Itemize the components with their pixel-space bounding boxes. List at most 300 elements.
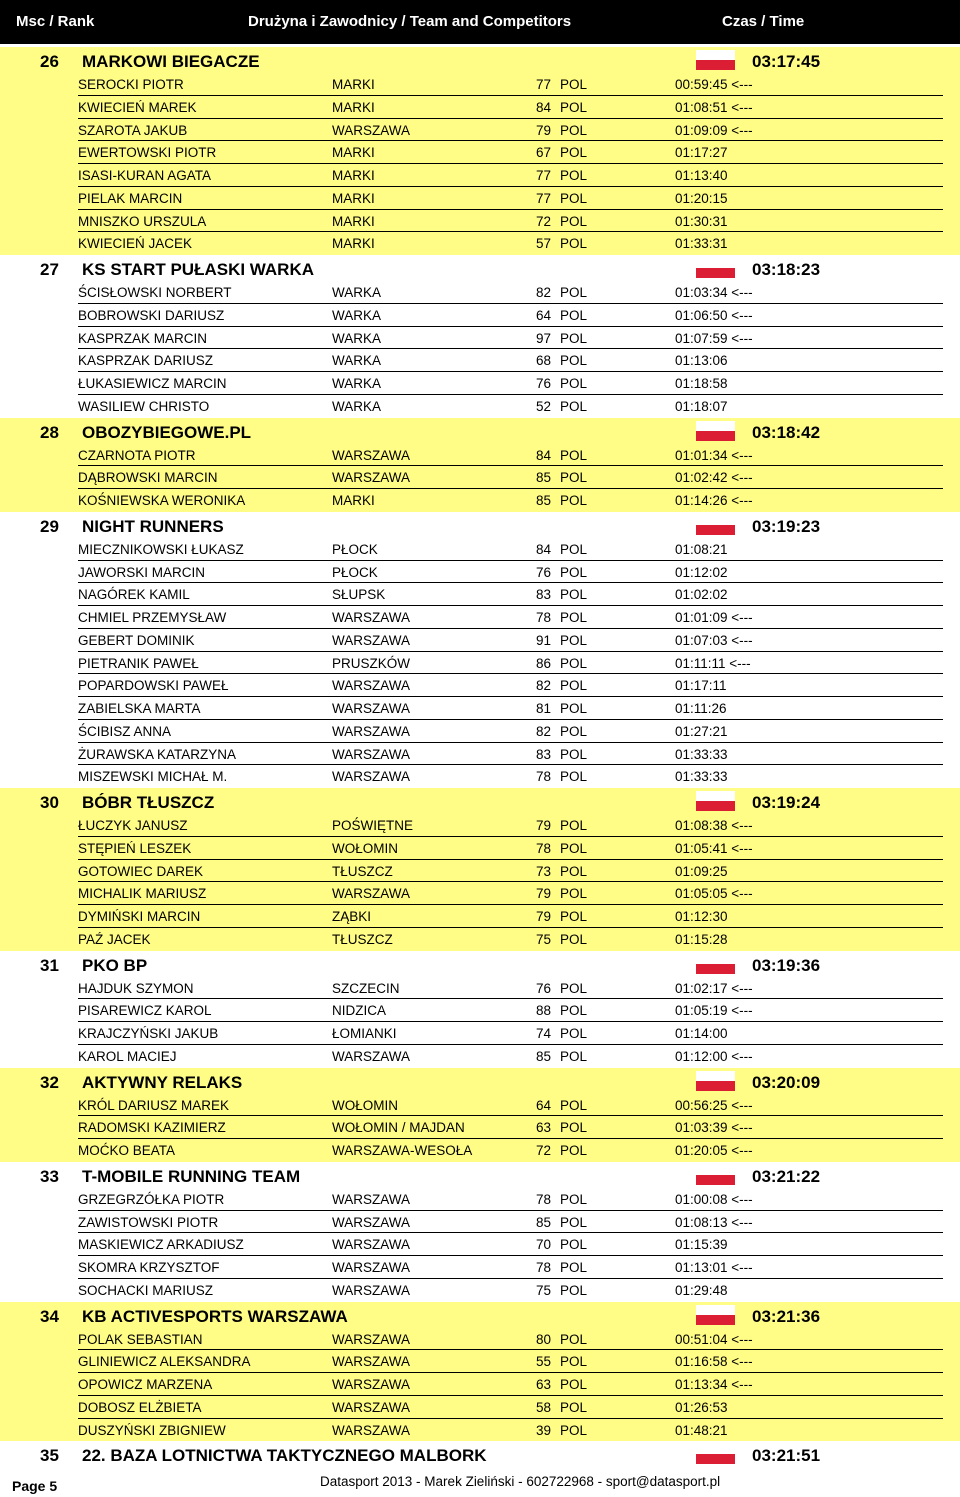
competitor-city: WARSZAWA	[332, 1214, 410, 1230]
competitor-name: GRZEGRZÓŁKA PIOTR	[78, 1191, 225, 1207]
competitor-time: 01:16:58 <---	[675, 1354, 753, 1370]
competitor-time: 01:06:50 <---	[675, 307, 753, 323]
competitor-row	[0, 1045, 960, 1068]
competitor-time: 01:00:08 <---	[675, 1191, 753, 1207]
team-rank: 34	[40, 1306, 59, 1326]
competitor-name: POLAK SEBASTIAN	[78, 1331, 203, 1347]
results-header	[0, 0, 960, 44]
competitor-birth-year: 70	[536, 1237, 552, 1253]
competitor-row	[78, 1328, 943, 1351]
competitor-name: ŁUKASIEWICZ MARCIN	[78, 376, 227, 391]
competitor-birth-year: 78	[536, 610, 552, 625]
competitor-birth-year: 76	[536, 564, 552, 580]
team-name: T-MOBILE RUNNING TEAM	[82, 1166, 301, 1186]
competitor-city: PRUSZKÓW	[332, 655, 411, 671]
competitor-city: WARSZAWA	[332, 1260, 410, 1275]
competitor-city: WARKA	[332, 307, 382, 323]
competitor-nationality: POL	[560, 213, 588, 229]
competitor-nationality: POL	[560, 632, 588, 648]
competitor-time: 01:27:21	[675, 723, 728, 739]
competitor-row	[78, 1022, 943, 1045]
team-rank: 26	[40, 52, 59, 71]
team-time: 03:19:36	[752, 955, 821, 975]
competitor-time: 01:12:02	[675, 564, 728, 580]
competitor-nationality: POL	[560, 886, 588, 902]
competitor-nationality: POL	[560, 541, 588, 557]
competitor-birth-year: 85	[536, 493, 552, 508]
competitor-name: CZARNOTA PIOTR	[78, 447, 196, 463]
competitor-row	[78, 837, 943, 860]
competitor-row	[78, 977, 943, 1000]
competitor-birth-year: 72	[536, 213, 552, 229]
competitor-name: MASKIEWICZ ARKADIUSZ	[78, 1237, 244, 1253]
competitor-name: DYMIŃSKI MARCIN	[78, 909, 201, 924]
team-column-header: Drużyna i Zawodnicy / Team and Competitors	[248, 13, 572, 30]
competitor-name: NAGÓREK KAMIL	[78, 587, 190, 603]
competitor-name: MISZEWSKI MICHAŁ M.	[78, 769, 228, 785]
competitor-birth-year: 79	[536, 909, 552, 924]
rank-column-header: Msc / Rank	[16, 13, 95, 30]
competitor-nationality: POL	[560, 723, 588, 739]
competitor-city: ZĄBKI	[332, 909, 372, 924]
competitor-nationality: POL	[560, 1237, 588, 1253]
poland-flag-icon	[696, 1165, 735, 1185]
competitor-row	[78, 1188, 943, 1211]
poland-flag-icon	[696, 1444, 735, 1464]
competitor-birth-year: 85	[536, 470, 552, 486]
team-block	[0, 1068, 960, 1162]
competitor-time: 01:14:00	[675, 1026, 728, 1041]
competitor-row	[78, 73, 943, 96]
competitor-row	[78, 444, 943, 467]
team-header	[0, 1068, 960, 1094]
competitor-name: KASPRZAK MARCIN	[78, 330, 208, 346]
team-block	[0, 951, 960, 1068]
competitor-city: WARSZAWA	[332, 1282, 410, 1298]
competitor-row	[78, 697, 943, 720]
team-block	[0, 512, 960, 788]
team-block	[0, 418, 960, 512]
team-name: BÓBR TŁUSZCZ	[82, 793, 215, 812]
competitor-row	[78, 743, 943, 766]
competitor-time: 01:14:26 <---	[675, 493, 753, 508]
competitor-time: 01:11:11 <---	[675, 655, 751, 671]
competitor-name: HAJDUK SZYMON	[78, 980, 194, 996]
competitor-time: 01:05:41 <---	[675, 840, 753, 856]
competitor-nationality: POL	[560, 122, 588, 138]
competitor-time: 01:26:53	[675, 1399, 728, 1415]
competitor-time: 01:13:06	[675, 353, 728, 369]
competitor-city: MARKI	[332, 77, 375, 92]
competitor-name: EWERTOWSKI PIOTR	[78, 145, 217, 161]
poland-flag-icon	[696, 50, 735, 70]
team-header	[0, 418, 960, 444]
competitor-birth-year: 63	[536, 1377, 552, 1392]
competitor-birth-year: 78	[536, 769, 552, 785]
competitor-time: 01:11:26	[675, 701, 727, 716]
team-header	[0, 1441, 960, 1467]
team-time: 03:21:51	[752, 1446, 821, 1466]
competitor-time: 01:01:09 <---	[675, 610, 753, 625]
competitor-time: 01:20:15	[675, 190, 728, 206]
competitor-row	[78, 304, 943, 327]
competitor-birth-year: 82	[536, 678, 552, 694]
competitor-name: PIETRANIK PAWEŁ	[78, 655, 199, 671]
team-time: 03:21:22	[752, 1166, 821, 1186]
competitor-row	[78, 164, 943, 187]
competitor-birth-year: 88	[536, 1003, 552, 1019]
competitor-row	[78, 281, 943, 304]
team-name: 22. BAZA LOTNICTWA TAKTYCZNEGO MALBORK	[82, 1446, 487, 1466]
competitor-city: WARSZAWA	[332, 1422, 410, 1438]
competitor-name: JAWORSKI MARCIN	[78, 564, 206, 580]
competitor-birth-year: 82	[536, 723, 552, 739]
competitor-birth-year: 64	[536, 307, 552, 323]
competitor-name: MICHALIK MARIUSZ	[78, 886, 207, 902]
competitor-birth-year: 39	[536, 1422, 552, 1438]
competitor-city: WOŁOMIN / MAJDAN	[332, 1120, 465, 1136]
competitor-city: WARSZAWA	[332, 678, 410, 694]
competitor-row	[0, 1279, 960, 1302]
competitor-nationality: POL	[560, 587, 588, 603]
competitor-birth-year: 72	[536, 1143, 552, 1158]
competitor-time: 01:17:11	[675, 678, 727, 694]
competitor-time: 01:18:58	[675, 376, 728, 391]
poland-flag-icon	[696, 1071, 735, 1091]
competitor-time: 01:29:48	[675, 1282, 728, 1298]
competitor-birth-year: 84	[536, 541, 552, 557]
competitor-row	[0, 395, 960, 418]
competitor-city: WARSZAWA	[332, 122, 410, 138]
competitor-row	[0, 928, 960, 951]
competitor-nationality: POL	[560, 1191, 588, 1207]
competitor-name: OPOWICZ MARZENA	[78, 1377, 213, 1392]
competitor-row	[0, 232, 960, 255]
competitor-nationality: POL	[560, 1377, 588, 1392]
competitor-name: ŚCISŁOWSKI NORBERT	[78, 285, 232, 300]
competitor-row	[78, 141, 943, 164]
competitor-nationality: POL	[560, 840, 588, 856]
competitor-name: KASPRZAK DARIUSZ	[78, 353, 214, 369]
competitor-birth-year: 77	[536, 77, 552, 92]
team-header	[0, 47, 960, 73]
competitor-city: WARSZAWA	[332, 1399, 410, 1415]
team-name: KB ACTIVESPORTS WARSZAWA	[82, 1306, 348, 1326]
competitor-birth-year: 85	[536, 1214, 552, 1230]
competitor-birth-year: 97	[536, 330, 552, 346]
competitor-city: PŁOCK	[332, 541, 378, 557]
competitor-birth-year: 91	[536, 632, 552, 648]
competitor-name: BOBROWSKI DARIUSZ	[78, 307, 225, 323]
competitor-birth-year: 76	[536, 980, 552, 996]
competitor-nationality: POL	[560, 1026, 588, 1041]
team-rank: 30	[40, 793, 59, 812]
competitor-birth-year: 78	[536, 1260, 552, 1275]
team-name: MARKOWI BIEGACZE	[82, 52, 260, 71]
competitor-name: ZABIELSKA MARTA	[78, 701, 201, 716]
competitor-row	[78, 606, 943, 629]
competitor-row	[78, 349, 943, 372]
competitor-name: KRAJCZYŃSKI JAKUB	[78, 1026, 219, 1041]
competitor-nationality: POL	[560, 610, 588, 625]
competitor-time: 01:07:03 <---	[675, 632, 753, 648]
competitor-city: WARSZAWA	[332, 1048, 410, 1064]
competitor-name: KRÓL DARIUSZ MAREK	[78, 1097, 230, 1113]
competitor-time: 01:48:21	[675, 1422, 728, 1438]
competitor-time: 01:02:42 <---	[675, 470, 753, 486]
competitor-city: MARKI	[332, 99, 375, 115]
competitor-nationality: POL	[560, 190, 588, 206]
competitor-birth-year: 83	[536, 587, 552, 603]
competitor-nationality: POL	[560, 863, 588, 879]
competitor-nationality: POL	[560, 931, 588, 947]
competitor-row	[78, 327, 943, 350]
competitor-row	[78, 882, 943, 905]
competitor-nationality: POL	[560, 1282, 588, 1298]
competitor-row	[78, 1350, 943, 1373]
competitor-name: ISASI-KURAN AGATA	[78, 168, 212, 183]
team-name: NIGHT RUNNERS	[82, 516, 224, 536]
competitor-city: ŁOMIANKI	[332, 1026, 397, 1041]
team-name: AKTYWNY RELAKS	[82, 1072, 243, 1092]
competitor-birth-year: 78	[536, 1191, 552, 1207]
competitor-name: PIELAK MARCIN	[78, 190, 183, 206]
competitor-row	[78, 860, 943, 883]
competitor-nationality: POL	[560, 376, 588, 391]
competitor-row	[78, 1094, 943, 1117]
competitor-nationality: POL	[560, 77, 588, 92]
competitor-city: WARSZAWA	[332, 1191, 410, 1207]
competitor-time: 01:12:30	[675, 909, 728, 924]
competitor-row	[0, 489, 960, 512]
competitor-city: WOŁOMIN	[332, 840, 398, 856]
competitor-birth-year: 74	[536, 1026, 552, 1041]
competitor-nationality: POL	[560, 818, 588, 833]
competitor-city: NIDZICA	[332, 1003, 386, 1019]
competitor-time: 01:09:25	[675, 863, 728, 879]
competitor-name: SEROCKI PIOTR	[78, 77, 184, 92]
competitor-name: GEBERT DOMINIK	[78, 632, 195, 648]
competitor-name: DUSZYŃSKI ZBIGNIEW	[78, 1422, 226, 1438]
competitor-nationality: POL	[560, 493, 588, 508]
competitor-row	[78, 96, 943, 119]
competitor-city: WARSZAWA	[332, 1377, 410, 1392]
competitor-birth-year: 79	[536, 122, 552, 138]
competitor-city: MARKI	[332, 213, 375, 229]
team-time: 03:19:23	[752, 516, 821, 536]
competitor-time: 01:30:31	[675, 213, 728, 229]
competitor-row	[78, 720, 943, 743]
competitor-city: WARSZAWA	[332, 1331, 410, 1347]
competitor-time: 01:08:38 <---	[675, 818, 753, 833]
team-header	[0, 1302, 960, 1328]
competitor-birth-year: 63	[536, 1120, 552, 1136]
competitor-city: WARSZAWA	[332, 1354, 410, 1370]
competitor-city: WOŁOMIN	[332, 1097, 398, 1113]
team-rank: 29	[40, 516, 59, 536]
competitor-nationality: POL	[560, 398, 588, 414]
competitor-name: MOĆKO BEATA	[78, 1143, 176, 1158]
competitor-nationality: POL	[560, 655, 588, 671]
competitor-name: KAROL MACIEJ	[78, 1048, 177, 1064]
team-rank: 31	[40, 955, 59, 975]
competitor-time: 01:09:09 <---	[675, 122, 753, 138]
competitor-nationality: POL	[560, 1354, 588, 1370]
competitor-nationality: POL	[560, 746, 588, 762]
competitor-nationality: POL	[560, 353, 588, 369]
competitor-name: PISAREWICZ KAROL	[78, 1003, 212, 1019]
competitor-time: 01:03:34 <---	[675, 285, 753, 300]
team-rank: 28	[40, 422, 59, 442]
competitor-nationality: POL	[560, 307, 588, 323]
competitor-name: KWIECIEŃ MAREK	[78, 99, 197, 115]
competitor-city: WARSZAWA	[332, 632, 410, 648]
competitor-name: RADOMSKI KAZIMIERZ	[78, 1120, 226, 1136]
competitor-row	[78, 674, 943, 697]
competitor-city: WARKA	[332, 285, 382, 300]
competitor-nationality: POL	[560, 1399, 588, 1415]
competitor-time: 01:08:13 <---	[675, 1214, 753, 1230]
time-column-header: Czas / Time	[722, 13, 805, 30]
competitor-city: WARKA	[332, 353, 382, 369]
team-block	[0, 1441, 960, 1467]
competitor-city: TŁUSZCZ	[332, 931, 393, 947]
competitor-birth-year: 77	[536, 168, 552, 183]
competitor-city: SŁUPSK	[332, 587, 386, 603]
competitor-time: 01:17:27	[675, 145, 728, 161]
competitor-row	[78, 1116, 943, 1139]
competitor-time: 01:08:51 <---	[675, 99, 753, 115]
team-rank: 27	[40, 260, 59, 279]
team-time: 03:17:45	[752, 52, 821, 71]
team-block	[0, 47, 960, 255]
competitor-name: PAŹ JACEK	[78, 931, 151, 947]
competitor-city: MARKI	[332, 190, 375, 206]
competitor-birth-year: 83	[536, 746, 552, 762]
competitor-time: 01:02:17 <---	[675, 980, 753, 996]
competitor-time: 01:07:59 <---	[675, 330, 753, 346]
competitor-birth-year: 84	[536, 447, 552, 463]
competitor-birth-year: 67	[536, 145, 552, 161]
competitor-time: 01:02:02	[675, 587, 728, 603]
competitor-name: KOŚNIEWSKA WERONIKA	[78, 493, 246, 508]
competitor-row	[78, 210, 943, 233]
competitor-nationality: POL	[560, 701, 588, 716]
team-time: 03:18:23	[752, 260, 821, 279]
competitor-city: TŁUSZCZ	[332, 863, 393, 879]
competitor-nationality: POL	[560, 1214, 588, 1230]
competitor-city: WARKA	[332, 330, 382, 346]
competitor-city: WARSZAWA	[332, 886, 410, 902]
competitor-time: 01:33:31	[675, 236, 728, 252]
competitor-birth-year: 52	[536, 398, 552, 414]
competitor-time: 01:33:33	[675, 746, 728, 762]
competitor-time: 01:01:34 <---	[675, 447, 753, 463]
competitor-name: SKOMRA KRZYSZTOF	[78, 1260, 220, 1275]
competitor-time: 00:56:25 <---	[675, 1097, 753, 1113]
team-time: 03:20:09	[752, 1072, 821, 1092]
team-block	[0, 1302, 960, 1442]
team-results-list	[0, 47, 960, 1467]
competitor-nationality: POL	[560, 470, 588, 486]
competitor-name: MNISZKO URSZULA	[78, 213, 207, 229]
poland-flag-icon	[696, 791, 735, 811]
competitor-city: WARKA	[332, 376, 382, 391]
competitor-time: 01:13:40	[675, 168, 728, 183]
competitor-birth-year: 84	[536, 99, 552, 115]
competitor-nationality: POL	[560, 1120, 588, 1136]
competitor-city: MARKI	[332, 168, 375, 183]
competitor-time: 01:15:39	[675, 1237, 728, 1253]
competitor-name: WASILIEW CHRISTO	[78, 398, 210, 414]
competitor-nationality: POL	[560, 99, 588, 115]
competitor-time: 01:33:33	[675, 769, 728, 785]
team-header	[0, 788, 960, 814]
competitor-nationality: POL	[560, 1422, 588, 1438]
competitor-birth-year: 58	[536, 1399, 552, 1415]
poland-flag-icon	[696, 421, 735, 441]
competitor-row	[78, 561, 943, 584]
competitor-birth-year: 77	[536, 190, 552, 206]
team-time: 03:19:24	[752, 793, 821, 812]
competitor-row	[0, 1419, 960, 1442]
competitor-row	[78, 1373, 943, 1396]
competitor-nationality: POL	[560, 285, 588, 300]
competitor-city: MARKI	[332, 145, 375, 161]
competitor-nationality: POL	[560, 1097, 588, 1113]
competitor-city: WARKA	[332, 398, 382, 414]
competitor-city: PŁOCK	[332, 564, 378, 580]
competitor-birth-year: 76	[536, 376, 552, 391]
competitor-city: WARSZAWA-WESOŁA	[332, 1143, 473, 1158]
competitor-name: DOBOSZ ELŻBIETA	[78, 1399, 202, 1415]
competitor-time: 01:13:01 <---	[675, 1260, 753, 1275]
team-block	[0, 1162, 960, 1302]
competitor-birth-year: 82	[536, 285, 552, 300]
competitor-time: 01:15:28	[675, 931, 728, 947]
footer-credit: Datasport 2013 - Marek Zieliński - 602722968 - sport@datasport.pl	[320, 1474, 721, 1489]
competitor-city: WARSZAWA	[332, 1237, 410, 1253]
competitor-nationality: POL	[560, 1260, 588, 1275]
competitor-time: 01:05:05 <---	[675, 886, 753, 902]
competitor-city: MARKI	[332, 236, 375, 252]
competitor-row	[78, 583, 943, 606]
competitor-city: MARKI	[332, 493, 375, 508]
competitor-name: POPARDOWSKI PAWEŁ	[78, 678, 229, 694]
competitor-city: WARSZAWA	[332, 610, 410, 625]
competitor-row	[78, 1233, 943, 1256]
team-name: PKO BP	[82, 955, 148, 975]
competitor-city: POŚWIĘTNE	[332, 818, 414, 833]
competitor-nationality: POL	[560, 145, 588, 161]
competitor-name: KWIECIEŃ JACEK	[78, 236, 193, 252]
competitor-nationality: POL	[560, 564, 588, 580]
competitor-time: 01:05:19 <---	[675, 1003, 753, 1019]
team-header	[0, 1162, 960, 1188]
competitor-nationality: POL	[560, 1331, 588, 1347]
competitor-birth-year: 75	[536, 1282, 552, 1298]
competitor-name: SOCHACKI MARIUSZ	[78, 1282, 214, 1298]
competitor-name: ŻURAWSKA KATARZYNA	[78, 746, 237, 762]
competitor-time: 01:13:34 <---	[675, 1377, 753, 1392]
page-number: Page 5	[12, 1478, 58, 1494]
team-name: OBOZYBIEGOWE.PL	[82, 422, 252, 442]
competitor-birth-year: 75	[536, 931, 552, 947]
competitor-birth-year: 55	[536, 1354, 552, 1370]
team-block	[0, 788, 960, 951]
poland-flag-icon	[696, 515, 735, 535]
competitor-nationality: POL	[560, 909, 588, 924]
